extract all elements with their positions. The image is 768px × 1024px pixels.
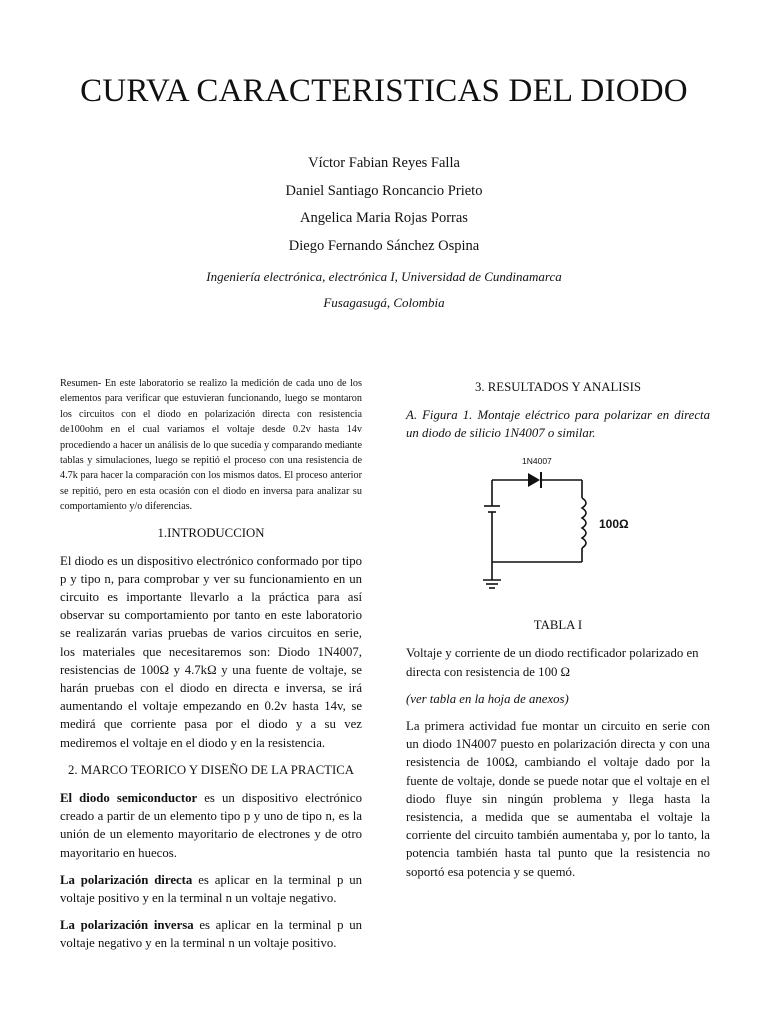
term-diodo-semiconductor: El diodo semiconductor <box>60 790 198 805</box>
resistor-symbol <box>582 498 586 548</box>
section-heading-marco-teorico: 2. MARCO TEORICO Y DISEÑO DE LA PRACTICA <box>67 762 355 777</box>
term-polarizacion-directa: La polarización directa <box>60 872 193 887</box>
affiliation: Ingeniería electrónica, electrónica I, Universidad de Cundinamarca <box>206 269 562 284</box>
abstract: Resumen- En este laboratorio se realizo la medición de cada uno de los elementos para verificar que estuvieran funcionando, luego se montaron los circuitos con el diodo en polarización directa con resistencia de100ohm en el cual variamos el voltaje desde 0.2v hasta 14v procediendo a hacer un análisis de lo que sucedía y comparando mediante tablas y simulaciones, luego se repitió el proceso con una resistencia de 4.7k para hacer la comparación con los mismos datos. El proceso anterior se repitió, pero en esta ocasión con el diodo en inversa para analizar su comportamiento y/o diferencias. <box>60 378 362 513</box>
circuit-diagram <box>472 452 629 602</box>
paragraph-polarizacion-inversa: La polarización inversa es aplicar en la terminal p un voltaje negativo y en la terminal n un voltaje positivo. <box>60 918 362 951</box>
author-name: Diego Fernando Sánchez Ospina <box>288 237 480 254</box>
right-column <box>406 378 710 890</box>
author-name: Angelica Maria Rojas Porras <box>300 210 468 226</box>
diode-symbol <box>528 473 540 487</box>
author-name: Víctor Fabian Reyes Falla <box>308 155 460 171</box>
analysis-paragraph: La primera actividad fue montar un circuito en serie con un diodo 1N4007 puesto en polarización directa y con una resistencia de 100Ω, cambiando el voltaje dado por la fuente de voltaje, donde se puede notar que el voltaje en el diodo fluye sin ningún problema y llega hasta la resistencia, a medida que se aumentaba el voltaje la corriente del circuito también aumentaba y, por lo tanto, la potencia también hasta tal punto que la resistencia no soportó esa potencia y se quemó. <box>406 719 710 879</box>
paragraph-polarizacion-directa: La polarización directa es aplicar en la terminal p un voltaje positivo y en la terminal n un voltaje negativo. <box>60 872 362 905</box>
diode-label: 1N4007 <box>522 456 552 467</box>
table-caption: Voltaje y corriente de un diodo rectificador polarizado en directa con resistencia de 100 Ω <box>406 646 699 679</box>
author-name: Daniel Santiago Roncancio Prieto <box>285 182 483 199</box>
figure-caption: A. Figura 1. Montaje eléctrico para polarizar en directa un diodo de silicio 1N4007 o similar. <box>406 408 710 441</box>
section-heading-introduccion: 1.INTRODUCCION <box>157 525 265 540</box>
left-column <box>60 376 362 962</box>
location: Fusagasugá, Colombia <box>323 295 445 310</box>
intro-paragraph: El diodo es un dispositivo electrónico conformado por tipo p y tipo n, para comprobar y ver su funcionamiento en un circuito es importante llevarlo a la práctica para así observar su comportamiento por tanto en este laboratorio se realizarán varias pruebas de varios circuitos en serie, los materiales que necesitaremos son: Diodo 1N4007, resistencias de 100Ω y 4.7kΩ y una fuente de voltaje, se harán pruebas con el diodo en directa e inversa, se irá aumentando el voltaje empezando en 0.2v hasta 14v, se medirá que corriente pasa por el diodo y a su vez mediremos el voltaje en el diodo y en la resistencia. <box>60 553 362 750</box>
section-heading-resultados: 3. RESULTADOS Y ANALISIS <box>474 380 642 394</box>
table-heading: TABLA I <box>533 618 583 633</box>
author-list <box>80 154 688 264</box>
paper-title: CURVA CARACTERISTICAS DEL DIODO <box>80 73 688 109</box>
resistor-label: 100Ω <box>599 517 629 532</box>
table-note: (ver tabla en la hoja de anexos) <box>406 691 569 706</box>
term-polarizacion-inversa: La polarización inversa <box>60 918 194 933</box>
paragraph-diodo-semiconductor: El diodo semiconductor es un dispositivo electrónico creado a partir de un elemento tipo p y uno de tipo n, es la unión de un elemento mayoritario de electrones y de otro mayoritario en huecos. <box>60 790 362 860</box>
